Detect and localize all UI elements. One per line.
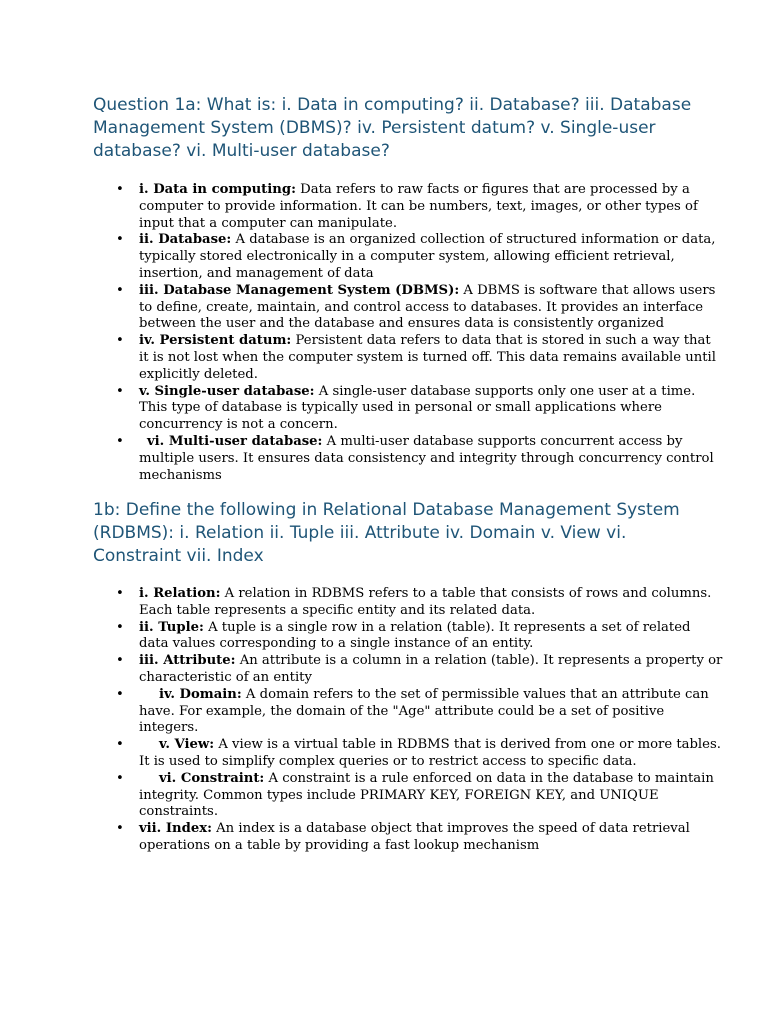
- term-definition: A multi-user database supports concurrent access by multiple users. It ensures data consistency and integrity through concurrency control mechanisms: [139, 433, 714, 483]
- term-label: vi. Multi-user database:: [147, 433, 323, 449]
- term-label: i. Relation:: [139, 586, 221, 601]
- term-definition: A database is an organized collection of structured information or data, typically stored electronically in a computer system, allowing efficient retrieval, insertion, and management of data: [139, 232, 716, 281]
- term-definition: An attribute is a column in a relation (table). It represents a property or characteristic of an entity: [139, 653, 723, 685]
- question-1b-heading: 1b: Define the following in Relational Database Management System (RDBMS): i. Relation ii. Tuple iii. Attribute iv. Domain v. View vi. Constraint vii. Index: [93, 500, 680, 566]
- term-definition: An index is a database object that improves the speed of data retrieval operations on a table by providing a fast lookup mechanism: [139, 821, 690, 853]
- list-item-persistent-datum: [139, 333, 724, 383]
- list-item-constraint: [139, 771, 724, 821]
- term-definition: A view is a virtual table in RDBMS that is derived from one or more tables. It is used to simplify complex queries or to restrict access to specific data.: [139, 737, 721, 769]
- list-item-attribute: [139, 653, 724, 687]
- term-label: ii. Database:: [139, 232, 232, 248]
- term-label: iii. Attribute:: [139, 653, 236, 669]
- term-definition: Persistent data refers to data that is stored in such a way that it is not lost when the computer system is turned off. This data remains available until explicitly deleted.: [139, 333, 716, 382]
- list-item-domain: [139, 687, 724, 737]
- list-item-relation: [139, 586, 724, 620]
- term-label: vii. Index:: [139, 821, 212, 837]
- list-item-multi-user-database: [139, 434, 724, 484]
- term-definition: A tuple is a single row in a relation (table). It represents a set of related data values corresponding to a single instance of an entity.: [139, 619, 691, 652]
- list-item-index: [139, 821, 724, 855]
- list-item-data-in-computing: [139, 182, 724, 232]
- term-definition: A domain refers to the set of permissible values that an attribute can have. For example, the domain of the "Age" attribute could be a set of positive integers.: [139, 686, 709, 736]
- term-definition: A DBMS is software that allows users to define, create, maintain, and control access to databases. It provides an interface between the user and the database and ensures data is consistently organized: [139, 282, 716, 332]
- term-label: iv. Domain:: [159, 686, 242, 702]
- term-label: ii. Tuple:: [139, 619, 204, 635]
- term-label: i. Data in computing:: [139, 182, 296, 197]
- term-label: iii. Database Management System (DBMS):: [139, 282, 460, 298]
- question-1a-list: [93, 182, 724, 484]
- term-definition: A relation in RDBMS refers to a table that consists of rows and columns. Each table represents a specific entity and its related data.: [139, 586, 712, 618]
- term-label: iv. Persistent datum:: [139, 333, 292, 349]
- term-definition: Data refers to raw facts or figures that are processed by a computer to provide information. It can be numbers, text, images, or other types of input that a computer can manipulate.: [139, 182, 698, 231]
- term-definition: A constraint is a rule enforced on data in the database to maintain integrity. Common types include PRIMARY KEY, FOREIGN KEY, and UNIQUE constraints.: [139, 770, 714, 820]
- list-item-database: [139, 232, 724, 282]
- term-label: vi. Constraint:: [159, 770, 265, 786]
- list-item-view: [139, 737, 724, 771]
- question-1a-heading: Question 1a: What is: i. Data in computing? ii. Database? iii. Database Management System (DBMS)? iv. Persistent datum? v. Single-user database? vi. Multi-user database?: [93, 95, 692, 161]
- question-1b-list: [93, 586, 724, 855]
- list-item-dbms: [139, 283, 724, 333]
- list-item-tuple: [139, 620, 724, 654]
- term-definition: A single-user database supports only one user at a time. This type of database is typically used in personal or small applications where concurrency is not a concern.: [139, 383, 696, 433]
- list-item-single-user-database: [139, 384, 724, 434]
- term-label: v. View:: [159, 737, 215, 753]
- term-label: v. Single-user database:: [139, 383, 315, 399]
